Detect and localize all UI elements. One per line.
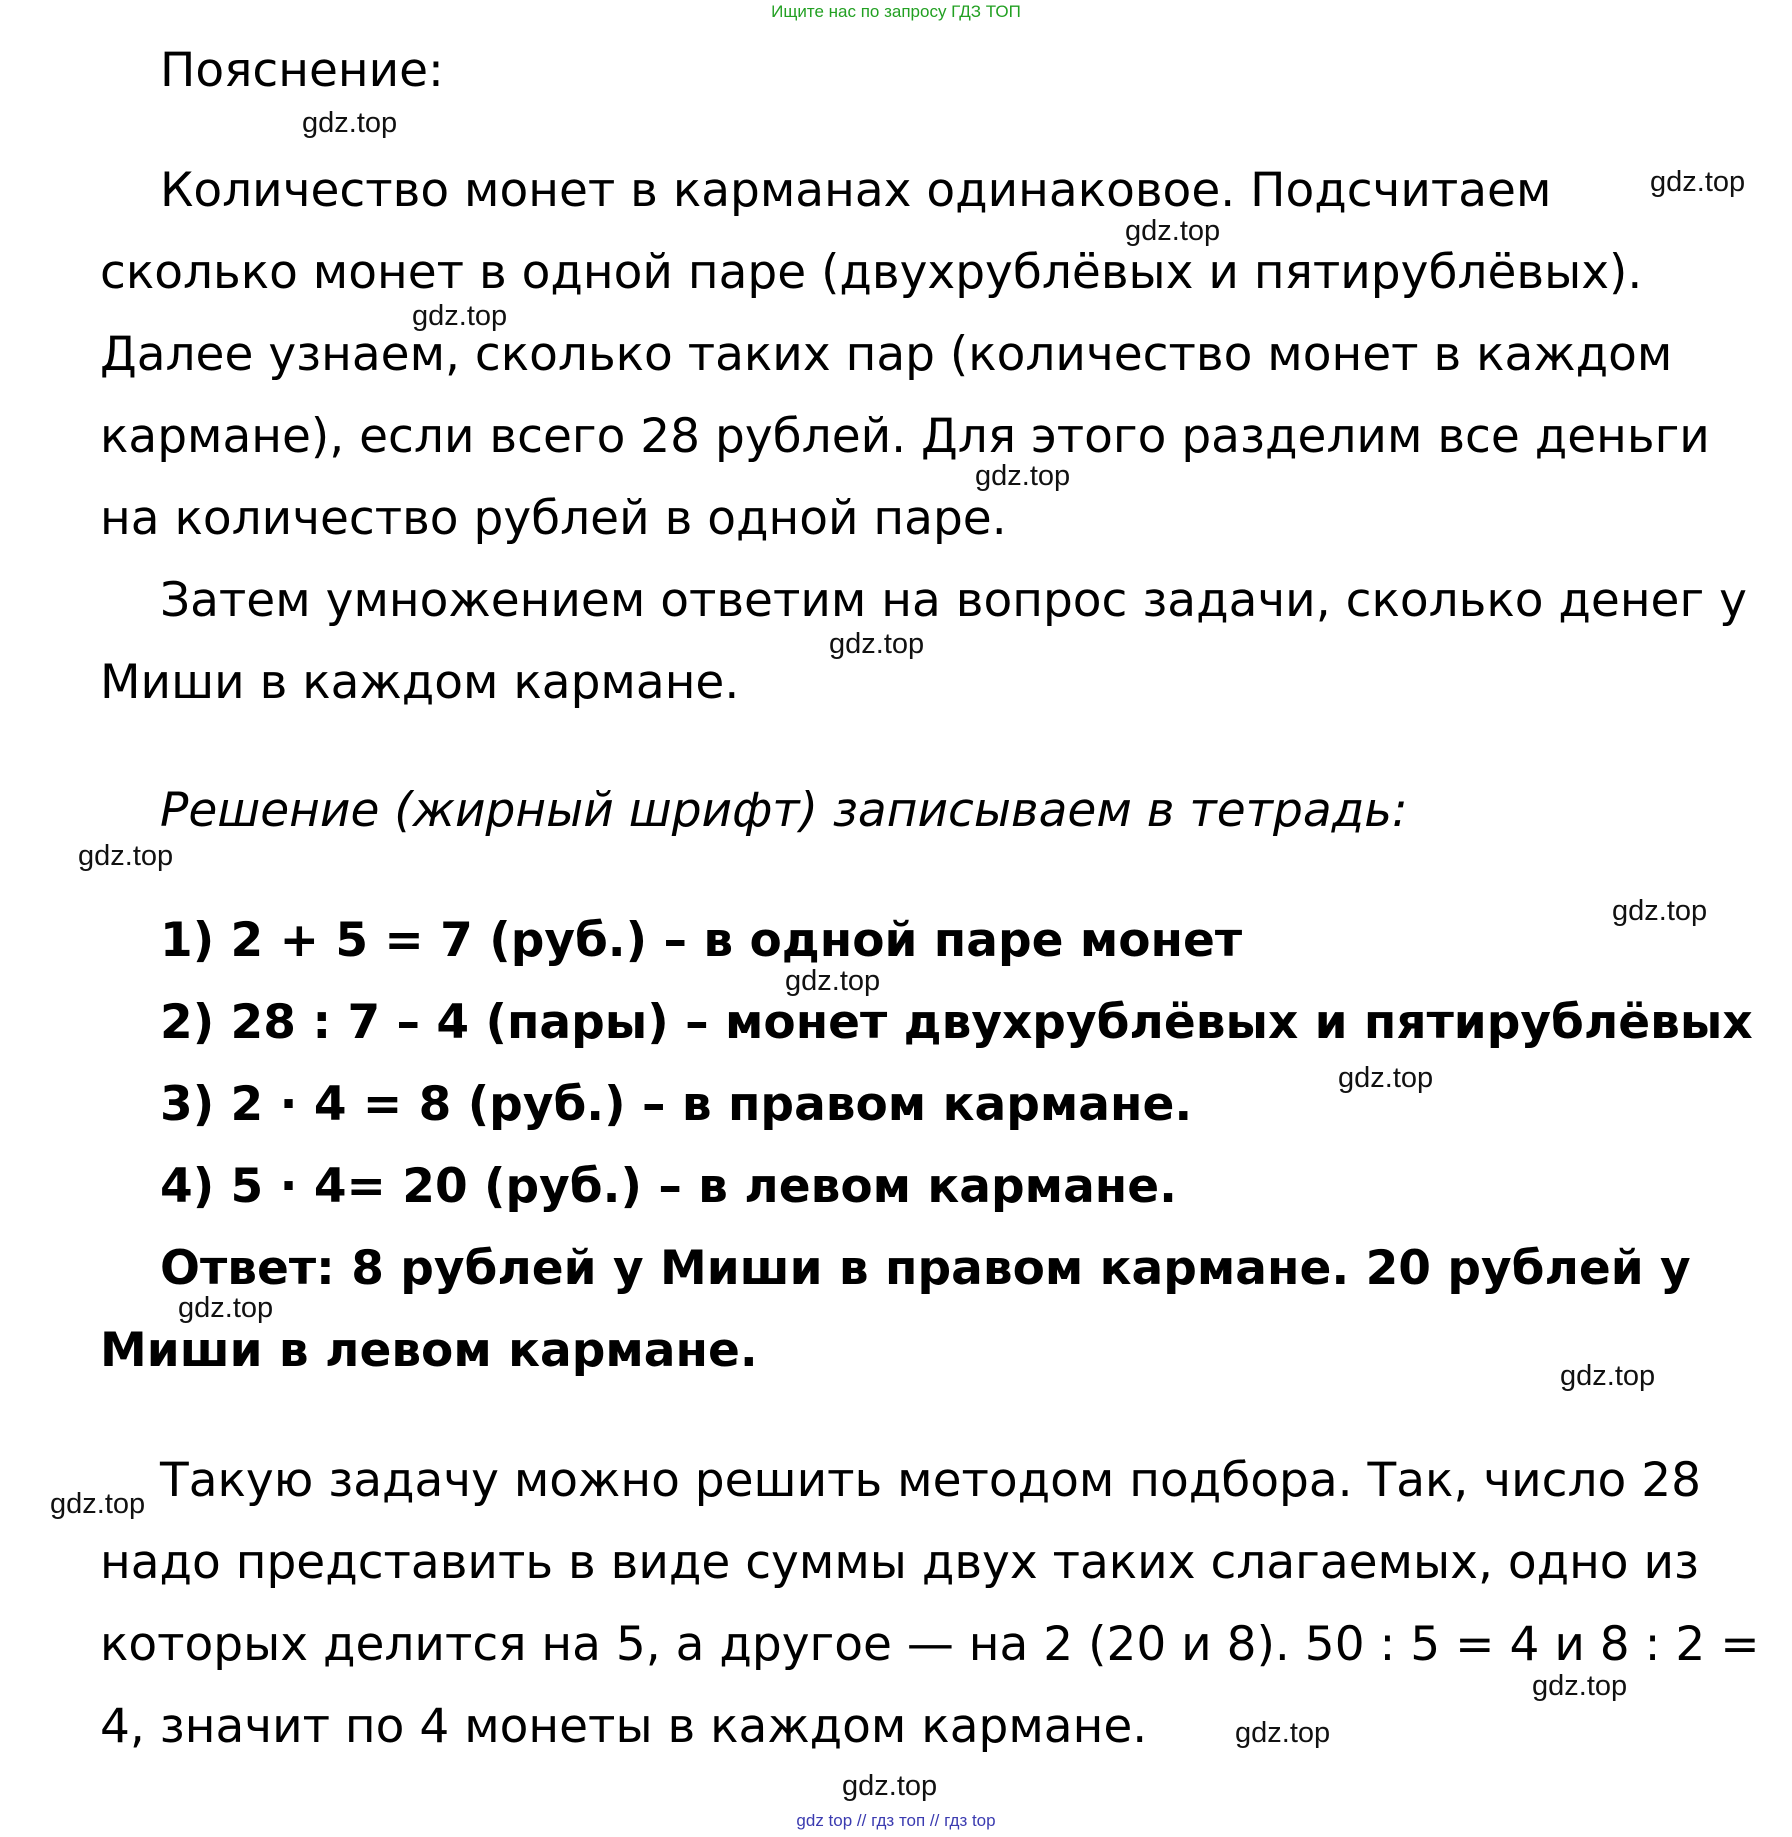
watermark: gdz.top	[78, 840, 174, 872]
watermark: gdz.top	[1612, 895, 1708, 927]
watermark: gdz.top	[975, 460, 1071, 492]
watermark: gdz.top	[1650, 166, 1746, 198]
watermark: gdz.top	[1125, 215, 1221, 247]
watermark: gdz.top	[1338, 1062, 1434, 1094]
watermark: gdz.top	[842, 1770, 938, 1802]
heading: Пояснение:	[160, 43, 444, 98]
footer-watermark: gdz top // гдз топ // гдз top	[796, 1811, 996, 1830]
watermark: gdz.top	[785, 965, 881, 997]
answer: Ответ: 8 рублей у Миши в правом кармане. 20 рублей у Миши в левом кармане.	[100, 1241, 1691, 1378]
explanation-paragraph-2: Затем умножением ответим на вопрос задачи, сколько денег у Миши в каждом кармане.	[100, 573, 1747, 710]
alternative-paragraph: Такую задачу можно решить методом подбора. Так, число 28 надо представить в виде суммы двух таких слагаемых, одно из которых делится на 5, а другое — на 2 (20 и 8). 50 : 5 = 4 и 8 : 2 = 4, значит по 4 монеты в каждом кармане.	[100, 1453, 1760, 1754]
solution-step-4: 4) 5 · 4= 20 (руб.) – в левом кармане.	[160, 1159, 1177, 1214]
explanation-paragraph-1: Количество монет в карманах одинаковое. Подсчитаем сколько монет в одной паре (двухрублёвых и пятирублёвых). Далее узнаем, сколько таких пар (количество монет в каждом кармане), если всего 28 рублей. Для этого разделим все деньги на количество рублей в одной паре.	[100, 163, 1710, 546]
solution-step-3: 3) 2 · 4 = 8 (руб.) – в правом кармане.	[160, 1077, 1193, 1132]
watermark: gdz.top	[50, 1488, 146, 1520]
solution-intro: Решение (жирный шрифт) записываем в тетрадь:	[160, 783, 1408, 838]
watermark: gdz.top	[178, 1292, 274, 1324]
top-banner: Ищите нас по запросу ГДЗ ТОП	[771, 2, 1021, 21]
solution-step-2: 2) 28 : 7 – 4 (пары) – монет двухрублёвых и пятирублёвых	[160, 995, 1753, 1050]
watermark: gdz.top	[1235, 1717, 1331, 1749]
watermark: gdz.top	[302, 107, 398, 139]
watermark: gdz.top	[412, 300, 508, 332]
solution-step-1: 1) 2 + 5 = 7 (руб.) – в одной паре монет	[160, 913, 1243, 968]
watermark: gdz.top	[1532, 1670, 1628, 1702]
watermark: gdz.top	[829, 628, 925, 660]
watermark: gdz.top	[1560, 1360, 1656, 1392]
